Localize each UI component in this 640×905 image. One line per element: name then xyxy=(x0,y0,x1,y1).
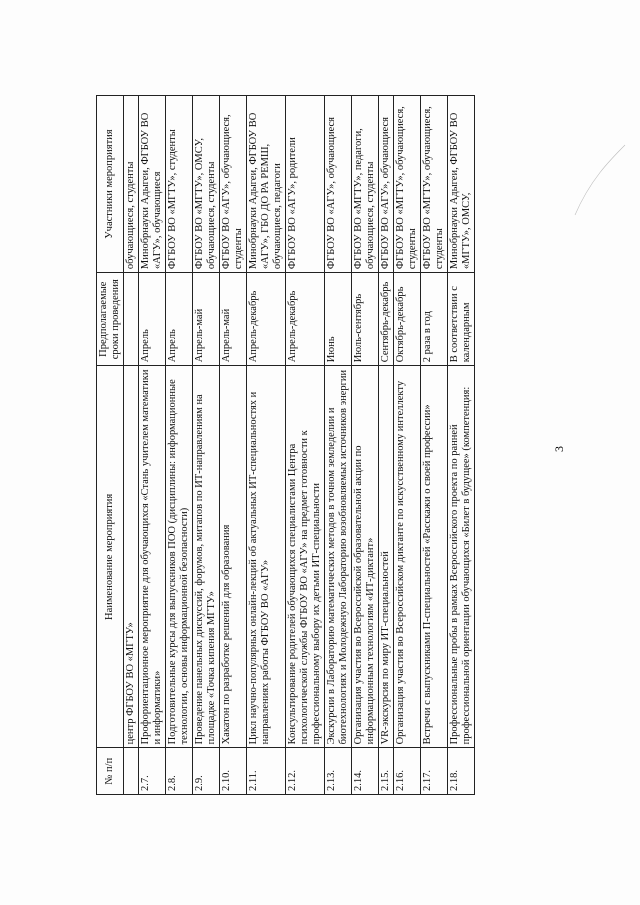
cell-name: Организация участия во Всероссийском диктанте по искусственному интеллекту xyxy=(394,366,421,748)
table-body xyxy=(124,96,475,795)
table-row xyxy=(448,96,475,795)
header-num: № п/п xyxy=(97,748,124,795)
cell-dates: Апрель-май xyxy=(193,273,220,366)
cell-participants: ФГБОУ ВО «МГТУ», студенты xyxy=(166,96,193,273)
table-row xyxy=(352,96,379,795)
cell-dates: Октябрь-декабрь xyxy=(394,273,421,366)
table-row xyxy=(220,96,247,795)
cell-participants: ФГБОУ ВО «АГУ», родители xyxy=(286,96,325,273)
rotated-table-container xyxy=(96,95,606,795)
cell-num: 2.18. xyxy=(448,748,475,795)
table-row xyxy=(325,96,352,795)
cell-dates: Апрель-декабрь xyxy=(247,273,286,366)
cell-name: Профессиональные пробы в рамках Всероссийского проекта по ранней профессиональной ориентации обучающихся «Билет в будущее» (компетенция: xyxy=(448,366,475,748)
cell-name: центр ФГБОУ ВО «МГТУ» xyxy=(124,366,139,748)
cell-num: 2.14. xyxy=(352,748,379,795)
cell-dates: В соответствии с календарным xyxy=(448,273,475,366)
table-header-row xyxy=(97,96,124,795)
cell-participants: ФГБОУ ВО «МГТУ», ОМСУ, обучающиеся, студенты xyxy=(193,96,220,273)
cell-num xyxy=(124,748,139,795)
cell-num: 2.10. xyxy=(220,748,247,795)
events-table xyxy=(96,95,475,795)
cell-num: 2.11. xyxy=(247,748,286,795)
cell-dates: 2 раза в год xyxy=(421,273,448,366)
table-row xyxy=(379,96,394,795)
table-row xyxy=(421,96,448,795)
table-row xyxy=(166,96,193,795)
cell-num: 2.15. xyxy=(379,748,394,795)
cell-num: 2.7. xyxy=(139,748,166,795)
cell-name: Подготовительные курсы для выпускников ПОО (дисциплины: информационные технологии, основы информационной безопасности) xyxy=(166,366,193,748)
cell-num: 2.16. xyxy=(394,748,421,795)
cell-num: 2.8. xyxy=(166,748,193,795)
cell-name: Проведение панельных дискуссий, форумов, митапов по ИТ-направлениям на площадке «Точка кипения МГТУ» xyxy=(193,366,220,748)
cell-participants: ФГБОУ ВО «АГУ», обучающиеся, студенты xyxy=(220,96,247,273)
cell-name: Экскурсии в Лабораторию математических методов в точном земледелии и биотехнологиях и Молодежную Лабораторию возобновляемых источников энергии xyxy=(325,366,352,748)
cell-name: VR-экскурсия по миру ИТ-специальностей xyxy=(379,366,394,748)
cell-dates: Сентябрь-декабрь xyxy=(379,273,394,366)
cell-num: 2.9. xyxy=(193,748,220,795)
cell-dates: Апрель xyxy=(139,273,166,366)
table-row xyxy=(394,96,421,795)
cell-participants: Минобрнауки Адыгеи, ФГБОУ ВО «АГУ», обучающиеся xyxy=(139,96,166,273)
cell-num: 2.13. xyxy=(325,748,352,795)
header-name: Наименование мероприятия xyxy=(97,366,124,748)
header-dates: Предполагаемые сроки проведения xyxy=(97,273,124,366)
cell-participants: ФГБОУ ВО «АГУ», обучающиеся xyxy=(379,96,394,273)
cell-dates: Июнь xyxy=(325,273,352,366)
header-participants: Участники мероприятия xyxy=(97,96,124,273)
cell-name: Организация участия во Всероссийской образовательной акции по информационным технологиям «ИТ-диктант» xyxy=(352,366,379,748)
page-number: 3 xyxy=(552,446,566,452)
cell-name: Хакатон по разработке решений для образования xyxy=(220,366,247,748)
cell-participants: Минобрнауки Адыгеи, ФГБОУ ВО «МГТУ», ОМСУ, xyxy=(448,96,475,273)
cell-dates: Апрель-декабрь xyxy=(286,273,325,366)
cell-participants: ФГБОУ ВО «МГТУ», обучающиеся, студенты xyxy=(394,96,421,273)
table-row xyxy=(247,96,286,795)
cell-name: Консультирование родителей обучающихся специалистами Центра психологической службы ФГБОУ ВО «АГУ» на предмет готовности к профессиональному выбору их детьми ИТ-специальности xyxy=(286,366,325,748)
cell-dates: Апрель-май xyxy=(220,273,247,366)
cell-participants: Минобрнауки Адыгеи, ФГБОУ ВО «АГУ», ГБО ДО РА РЕМШ, обучающиеся, педагоги xyxy=(247,96,286,273)
cell-participants: ФГБОУ ВО «МГТУ», педагоги, обучающиеся, студенты xyxy=(352,96,379,273)
cell-dates xyxy=(124,273,139,366)
table-row xyxy=(286,96,325,795)
cell-name: Встречи с выпускниками П-специальностей «Расскажи о своей профессии» xyxy=(421,366,448,748)
cell-participants: обучающиеся, студенты xyxy=(124,96,139,273)
cell-name: Профориентационное мероприятие для обучающихся «Стань учителем математики и информатики» xyxy=(139,366,166,748)
cell-participants: ФГБОУ ВО «МГТУ», обучающиеся, студенты xyxy=(421,96,448,273)
cell-name: Цикл научно-популярных онлайн-лекций об актуальных ИТ-специальностях и направлениях работы ФГБОУ ВО «АГУ» xyxy=(247,366,286,748)
cell-num: 2.12. xyxy=(286,748,325,795)
table-row xyxy=(193,96,220,795)
cell-num: 2.17. xyxy=(421,748,448,795)
table-row xyxy=(124,96,139,795)
cell-dates: Апрель xyxy=(166,273,193,366)
table-row xyxy=(139,96,166,795)
pen-mark-icon xyxy=(570,140,630,220)
cell-dates: Июль-сентябрь xyxy=(352,273,379,366)
cell-participants: ФГБОУ ВО «АГУ», обучающиеся xyxy=(325,96,352,273)
